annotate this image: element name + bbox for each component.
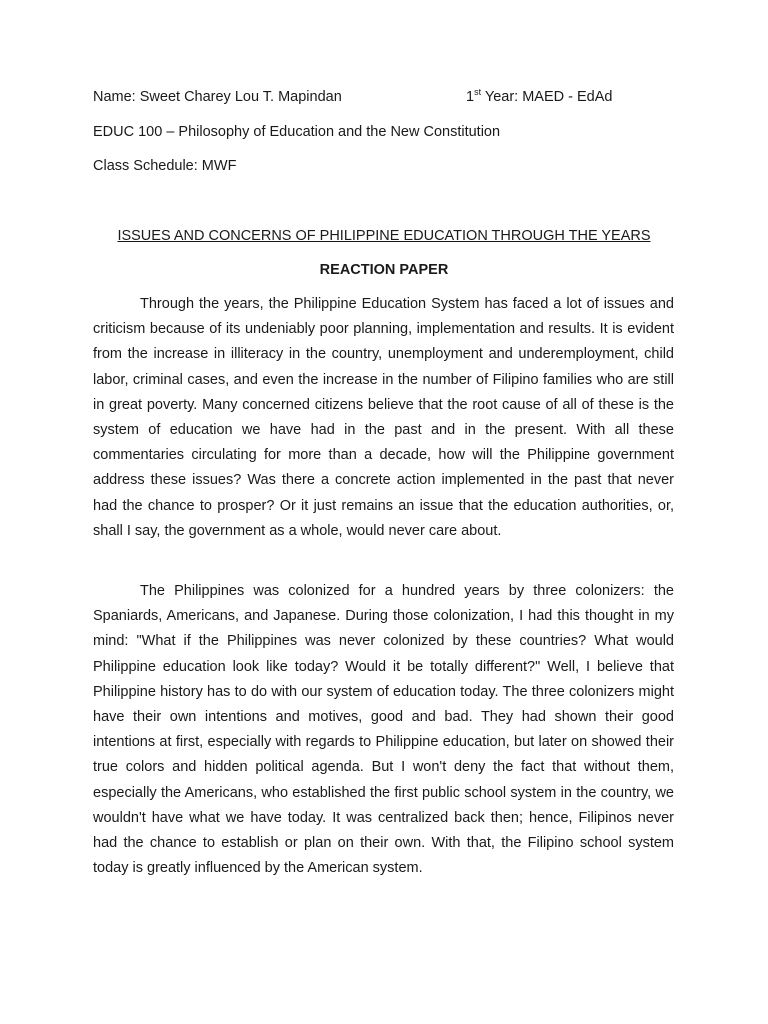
course-title: EDUC 100 – Philosophy of Education and the New Constitution: [93, 124, 501, 140]
body-paragraph-2: The Philippines was colonized for a hundred years by three colonizers: the Spaniards, Americans, and Japanese. During those colonization, I had this thought in my mind: "What if the Philippines was never colonized by these countries? What would Philippine education look like today? Would it be totally different?" Well, I believe that Philippine history has to do with our system of education today. The three colonizers might have their own intentions and motives, good and bad. They had shown their good intentions at first, especially with regards to Philippine education, but later on showed their true colors and hidden political agenda. But I won't deny the fact that without them, especially the Americans, who established the first public school system in the country, we wouldn't have what we have today. It was centralized back then; hence, Filipinos never had the chance to establish or plan on their own. With that, the Filipino school system today is greatly influenced by the American system.: [93, 583, 674, 877]
student-year: [466, 88, 612, 106]
year-number: 1: [466, 89, 475, 105]
student-name: Name: Sweet Charey Lou T. Mapindan: [93, 89, 342, 105]
year-program: Year: MAED - EdAd: [481, 89, 613, 105]
paper-title: ISSUES AND CONCERNS OF PHILIPPINE EDUCATION THROUGH THE YEARS: [117, 228, 651, 244]
body-paragraph-1: Through the years, the Philippine Education System has faced a lot of issues and criticism because of its undeniably poor planning, implementation and results. It is evident from the increase in illiteracy in the country, unemployment and underemployment, child labor, criminal cases, and even the increase in the number of Filipino families who are still in great poverty. Many concerned citizens believe that the root cause of all of these is the system of education we have had in the past and in the present. With all these commentaries circulating for more than a decade, how will the Philippine government address these issues? Was there a concrete action implemented in the past that never had the chance to prosper? Or it just remains an issue that the education authorities, or, shall I say, the government as a whole, would never care about.: [93, 296, 674, 539]
paper-subtitle: REACTION PAPER: [319, 262, 449, 278]
year-ordinal-suffix: st: [474, 87, 482, 97]
class-schedule: Class Schedule: MWF: [93, 158, 237, 174]
